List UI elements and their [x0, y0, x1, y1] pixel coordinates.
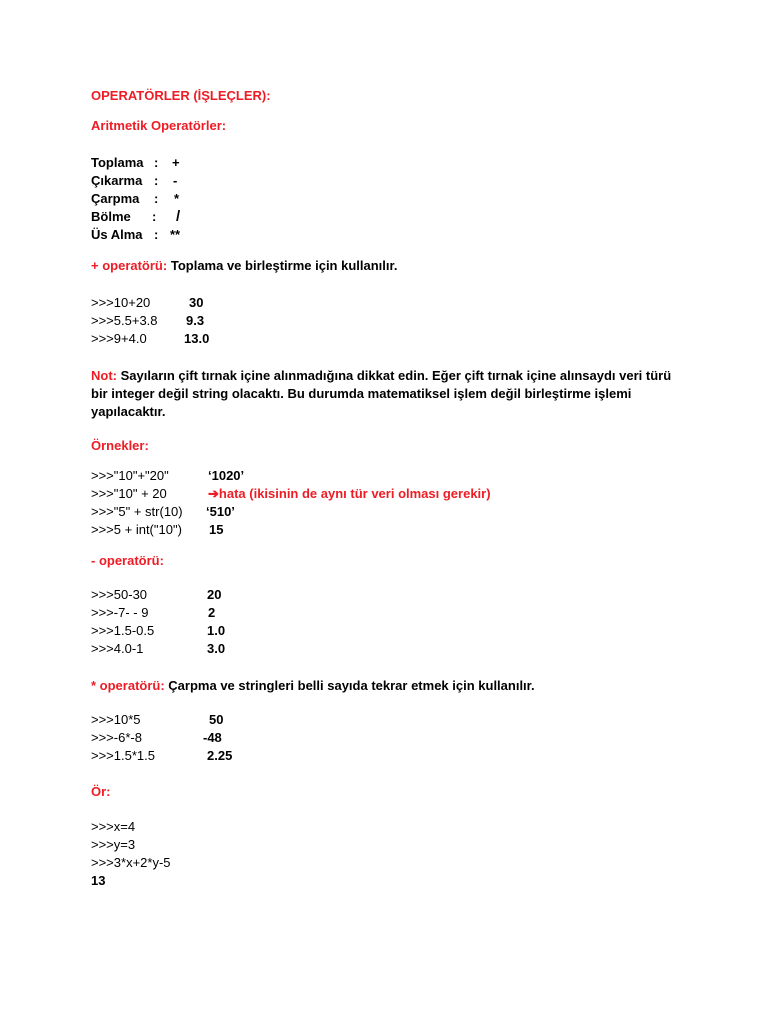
example-result: 30	[189, 295, 204, 310]
mult-operator-text: Çarpma ve stringleri belli sayıda tekrar etmek için kullanılır.	[168, 678, 535, 693]
examples-heading: Örnekler:	[91, 438, 149, 453]
example-code: >>>10*5	[91, 712, 141, 727]
example-code: >>>-7- - 9	[91, 605, 149, 620]
operator-name: Toplama	[91, 155, 144, 170]
example-result: ‘1020’	[208, 468, 245, 483]
note-paragraph	[91, 367, 681, 421]
operator-sep: :	[154, 227, 159, 242]
operator-sep: :	[154, 191, 159, 206]
example-result: 2	[208, 605, 216, 620]
mult-operator-label: * operatörü:	[91, 678, 165, 693]
section-heading-arithmetic: Aritmetik Operatörler:	[91, 118, 227, 133]
operator-symbol: /	[176, 208, 181, 225]
operator-symbol: **	[170, 227, 181, 242]
page-title: OPERATÖRLER (İŞLEÇLER):	[91, 88, 271, 103]
plus-operator-label: + operatörü:	[91, 258, 168, 273]
example-result: 2.25	[207, 748, 233, 763]
example-result: 1.0	[207, 623, 226, 638]
example-code: >>>1.5*1.5	[91, 748, 155, 763]
example-code: >>>50-30	[91, 587, 148, 602]
example-code: >>>-6*-8	[91, 730, 142, 745]
operator-sep: :	[154, 155, 159, 170]
operator-symbol: -	[173, 173, 178, 188]
operator-name: Çarpma	[91, 191, 140, 206]
note-label: Not:	[91, 368, 117, 383]
example-code: >>>"10"+"20"	[91, 468, 169, 483]
example-result: 9.3	[186, 313, 205, 328]
operator-symbol: *	[174, 191, 180, 206]
example-code: >>>5 + int("10")	[91, 522, 182, 537]
note-text: Sayıların çift tırnak içine alınmadığına dikkat edin. Eğer çift tırnak içine alınsaydı veri türü bir integer değil string olacaktı. Bu durumda matematiksel işlem değil birleştirme işlemi yapılacaktır.	[91, 368, 672, 419]
example-code: >>>3*x+2*y-5	[91, 855, 171, 870]
example-code: >>>5.5+3.8	[91, 313, 158, 328]
example-code: >>>4.0-1	[91, 641, 144, 656]
example-result: 20	[207, 587, 222, 602]
operator-name: Bölme	[91, 209, 131, 224]
arrow-right-icon: ➔	[208, 486, 219, 501]
example-code: >>>"10" + 20	[91, 486, 167, 501]
mult-operator-description	[91, 677, 535, 695]
example-result: 50	[209, 712, 224, 727]
operator-name: Çıkarma	[91, 173, 143, 188]
operator-symbol: +	[172, 155, 180, 170]
example-code: >>>10+20	[91, 295, 151, 310]
operator-sep: :	[154, 173, 159, 188]
example-code: >>>x=4	[91, 819, 136, 834]
example-result: -48	[203, 730, 222, 745]
example-code: >>>y=3	[91, 837, 136, 852]
example-code: >>>"5" + str(10)	[91, 504, 183, 519]
example-result: 13.0	[184, 331, 210, 346]
or-heading: Ör:	[91, 784, 111, 799]
error-note	[208, 486, 491, 502]
plus-operator-description	[91, 257, 397, 275]
example-code: >>>1.5-0.5	[91, 623, 155, 638]
example-result: 15	[209, 522, 224, 537]
example-code: >>>9+4.0	[91, 331, 147, 346]
plus-operator-text: Toplama ve birleştirme için kullanılır.	[170, 258, 398, 273]
operator-name: Üs Alma	[91, 227, 143, 242]
example-result: ‘510’	[206, 504, 235, 519]
operator-sep: :	[152, 209, 157, 224]
error-text: hata (ikisinin de aynı tür veri olması gerekir)	[218, 486, 491, 501]
example-result: 13	[91, 873, 106, 888]
example-result: 3.0	[207, 641, 226, 656]
minus-operator-heading: - operatörü:	[91, 553, 164, 568]
